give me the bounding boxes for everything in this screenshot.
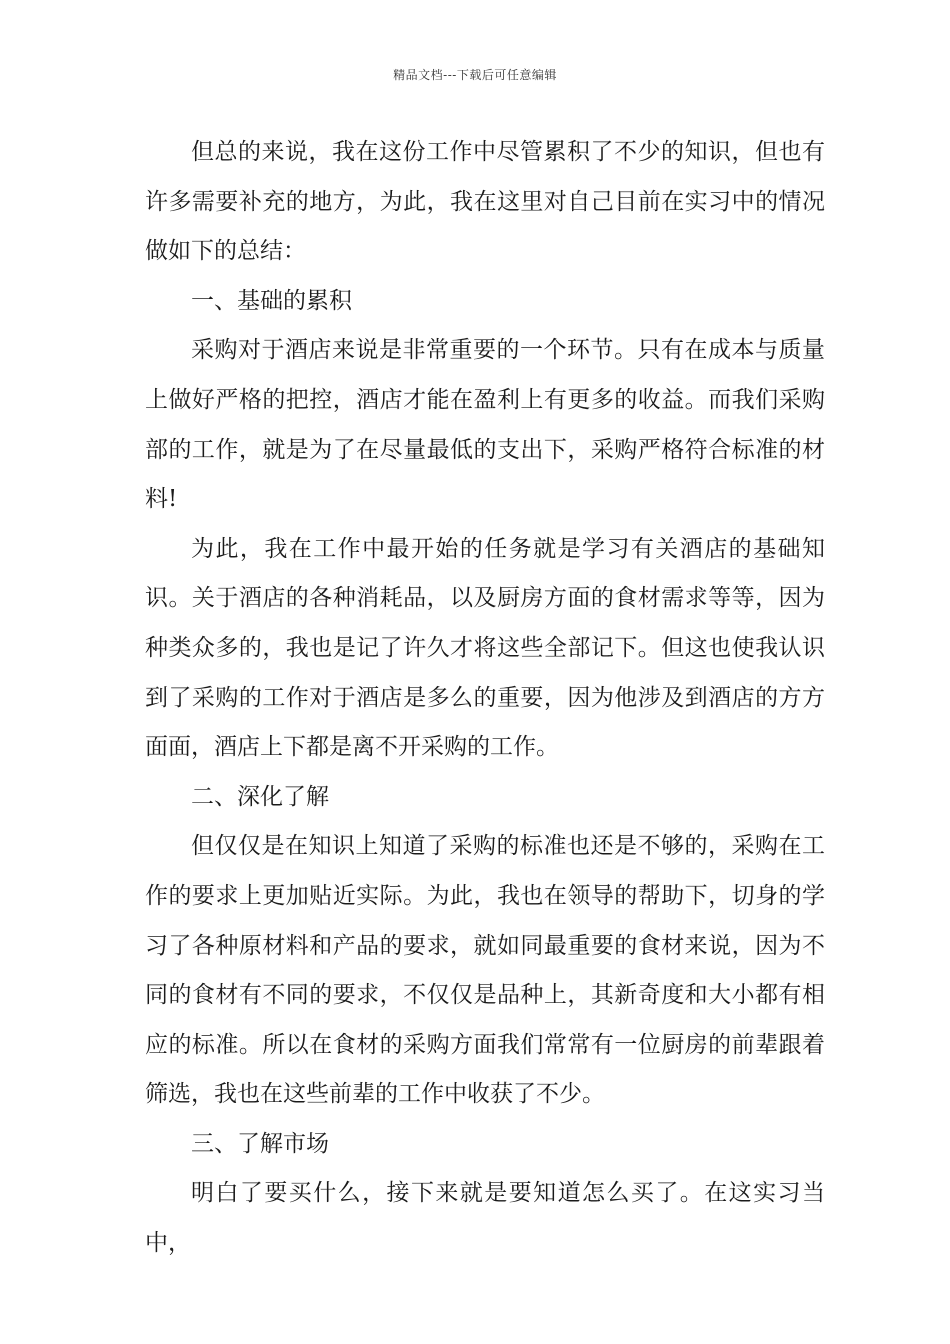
paragraph-procurement-importance: 采购对于酒店来说是非常重要的一个环节。只有在成本与质量上做好严格的把控，酒店才能在盈利上有更多的收益。而我们采购部的工作，就是为了在尽量最低的支出下，采购严格符合标准的材料! — [145, 337, 825, 513]
paragraph-practical-standards: 但仅仅是在知识上知道了采购的标准也还是不够的，采购在工作的要求上更加贴近实际。为此，我也在领导的帮助下，切身的学习了各种原材料和产品的要求，就如同最重要的食材来说，因为不同的食材有不同的要求，不仅仅是品种上，其新奇度和大小都有相应的标准。所以在食材的采购方面我们常常有一位厨房的前辈跟着筛选，我也在这些前辈的工作中收获了不少。 — [145, 833, 825, 1108]
page-header: 精品文档---下载后可任意编辑 — [393, 68, 557, 82]
paragraph-market-intro: 明白了要买什么，接下来就是要知道怎么买了。在这实习当中， — [145, 1180, 825, 1257]
document-body — [145, 128, 825, 1269]
section-heading-deepen: 二、深化了解 — [191, 783, 329, 810]
paragraph-summary-intro: 但总的来说，我在这份工作中尽管累积了不少的知识，但也有许多需要补充的地方，为此，我在这里对自己目前在实习中的情况做如下的总结： — [145, 139, 825, 265]
section-heading-market: 三、了解市场 — [191, 1130, 329, 1157]
section-heading-basics: 一、基础的累积 — [191, 287, 352, 314]
paragraph-basic-knowledge: 为此，我在工作中最开始的任务就是学习有关酒店的基础知识。关于酒店的各种消耗品，以及厨房方面的食材需求等等，因为种类众多的，我也是记了许久才将这些全部记下。但这也使我认识到了采购的工作对于酒店是多么的重要，因为他涉及到酒店的方方面面，酒店上下都是离不开采购的工作。 — [145, 535, 825, 761]
